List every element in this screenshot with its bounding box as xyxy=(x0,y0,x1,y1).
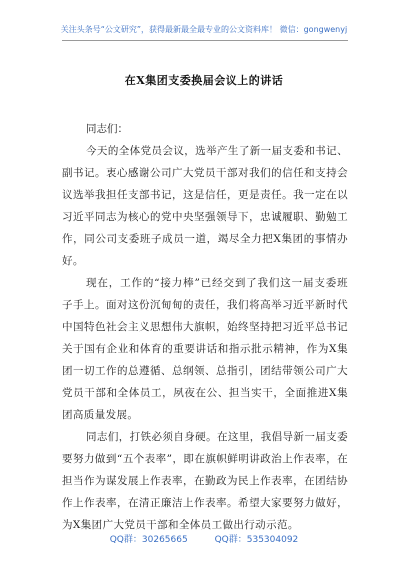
header-divider xyxy=(62,40,348,41)
footer-qq-group-2: QQ群：535304092 xyxy=(214,535,299,545)
footer-qq-group-1: QQ群：30265665 xyxy=(109,535,188,545)
footer-contact xyxy=(0,532,408,545)
header-banner: 关注头条号“公文研究”，获得最新最全最专业的公文资料库！ 微信：gongwenyj xyxy=(60,25,348,34)
document-title: 在X集团支委换届会议上的讲话 xyxy=(124,74,284,87)
paragraph-1: 今天的全体党员会议，选举产生了新一届支委和书记、副书记。衷心感谢公司广大党员干部对我们的信任和支持会议选举我担任支部书记，这是信任，更是责任。我一定在以习近平同志为核心的党中央坚强领导下，忠诚履职、勤勉工作，同公司支委班子成员一道，竭尽全力把X集团的事情办好。 xyxy=(62,145,348,267)
paragraph-2: 现在，工作的“接力棒”已经交到了我们这一届支委班子手上。面对这份沉甸甸的责任，我们将高举习近平新时代中国特色社会主义思想伟大旗帜，始终坚持把习近平总书记关于国有企业和体育的重要讲话和指示批示精神，作为X集团一切工作的总遵循、总纲领、总指引，团结带领公司广大党员干部和全体员工，夙夜在公、担当实干，全面推进X集团高质量发展。 xyxy=(62,277,348,421)
salutation: 同志们： xyxy=(86,123,128,135)
paragraph-3: 同志们，打铁必须自身硬。在这里，我倡导新一届支委要努力做到“五个表率”，即在旗帜鲜明讲政治上作表率，在担当作为谋发展上作表率，在勤政为民上作表率，在团结协作上作表率，在清正廉洁上作表率。希望大家要努力做好，为X集团广大党员干部和全体员工做出行动示范。 xyxy=(62,431,348,531)
document-body xyxy=(62,118,348,536)
